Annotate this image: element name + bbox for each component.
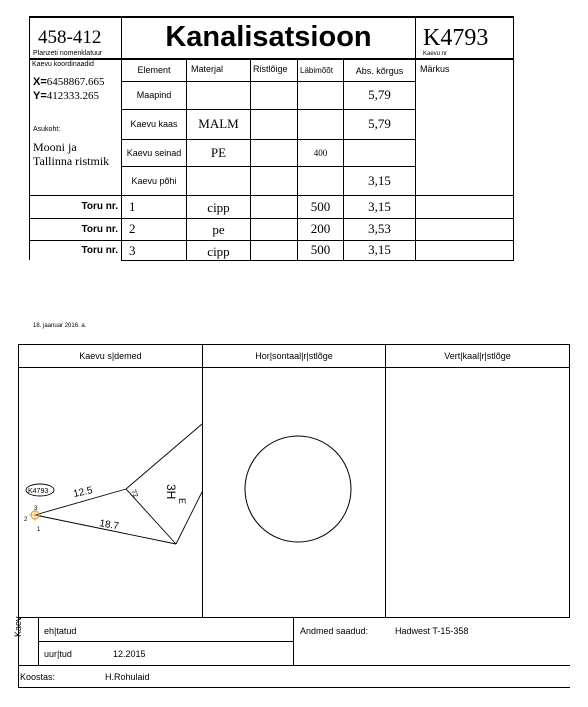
row-height-cover: 5,79 [368,116,391,131]
row-material-cover: MALM [198,116,239,131]
location-line1: Mooni ja [33,140,77,154]
pipe-diameter: 500 [310,198,331,214]
col-header-notes: Märkus [420,64,450,74]
panel-title-vertical: Vert|kaal|r|stlõge [444,351,511,361]
distance-label: 18.7 [98,518,120,533]
row-element-ground: Maapind [136,90,172,100]
author-value: H.Rohulaid [105,672,150,682]
nomenclature-label: Planzeti nomenklatuur [33,50,103,57]
pipe-material: pe [212,222,225,237]
col-header-material: Materjal [191,64,224,74]
document-date: 18. jaanuar 2016. a. [33,323,87,329]
pipe-number: 1 [129,199,136,214]
building-edge [126,424,202,489]
well-tag-label: K4793 [28,488,49,495]
source-label: Andmed saadud: [300,626,369,636]
author-label: Koostas: [20,672,56,682]
footer-row1-label: eh|tatud [44,626,77,636]
pipe-height: 3,15 [368,198,391,214]
pipe-height: 3,15 [368,242,391,257]
row-height-bottom: 3,15 [368,172,391,188]
row-element-bottom: Kaevu põhi [131,175,177,186]
pipe-label: Toru nr. [81,244,118,256]
pipe-number: 3 [129,243,136,258]
node-label: 2 [24,517,28,523]
pipe-label: Toru nr. [81,201,118,212]
coord-y-label: Y= [33,90,47,102]
page-title: Kanalisatsioon [165,20,372,53]
panel-title-connections: Kaevu s|demed [79,351,142,361]
row-height-ground: 5,79 [368,87,391,102]
pipe-number: 2 [129,221,136,236]
coord-x [33,76,105,88]
row-element-walls: Kaevu seinad [126,147,182,158]
pipe-height: 3,53 [368,221,391,236]
distance-label: 72 [129,488,139,499]
coord-y-value: 412333.265 [46,90,100,102]
coord-x-label: X= [33,76,47,88]
row-material-walls: PE [210,144,227,160]
col-header-height: Abs. kõrgus [355,66,404,76]
node-label: 1 [37,527,41,533]
distance-label: 12.5 [72,485,94,500]
node-label: 3 [34,506,38,512]
horizontal-section [203,368,385,617]
footer-row2-value: 12.2015 [113,649,146,659]
house-number: 3H [164,484,178,500]
source-value: Hadwest T-15-358 [395,626,469,636]
footer-row2-label: uur|tud [44,649,72,659]
nomenclature: 458-412 [38,27,102,48]
well-number: K4793 [423,25,489,51]
pipe-material: cipp [207,244,230,259]
coord-y [33,90,99,102]
pipe-material: cipp [207,199,230,215]
house-number-sub: E [177,498,187,505]
location-label: Asukoht: [33,126,61,133]
row-element-cover: Kaevu kaas [130,119,178,129]
coords-label: Kaevu koordinaadid [32,61,94,68]
panel-title-horizontal: Hor|sontaal|r|stlõge [255,351,333,361]
col-header-diameter: Läbimõõt [300,66,333,75]
well-number-label: Kaevu nr [423,51,448,57]
location-line2: Tallinna ristmik [33,154,110,168]
well-circle [245,436,351,542]
coord-x-value: 6458867.665 [46,76,105,88]
col-header-cross: Ristlõige [253,64,288,74]
connections-sketch [19,368,202,617]
pipe-diameter: 200 [310,221,331,236]
pipe-diameter: 500 [310,242,331,257]
row-diameter-walls: 400 [313,147,328,158]
col-header-element: Element [137,65,171,75]
pipe-label: Toru nr. [81,223,118,235]
